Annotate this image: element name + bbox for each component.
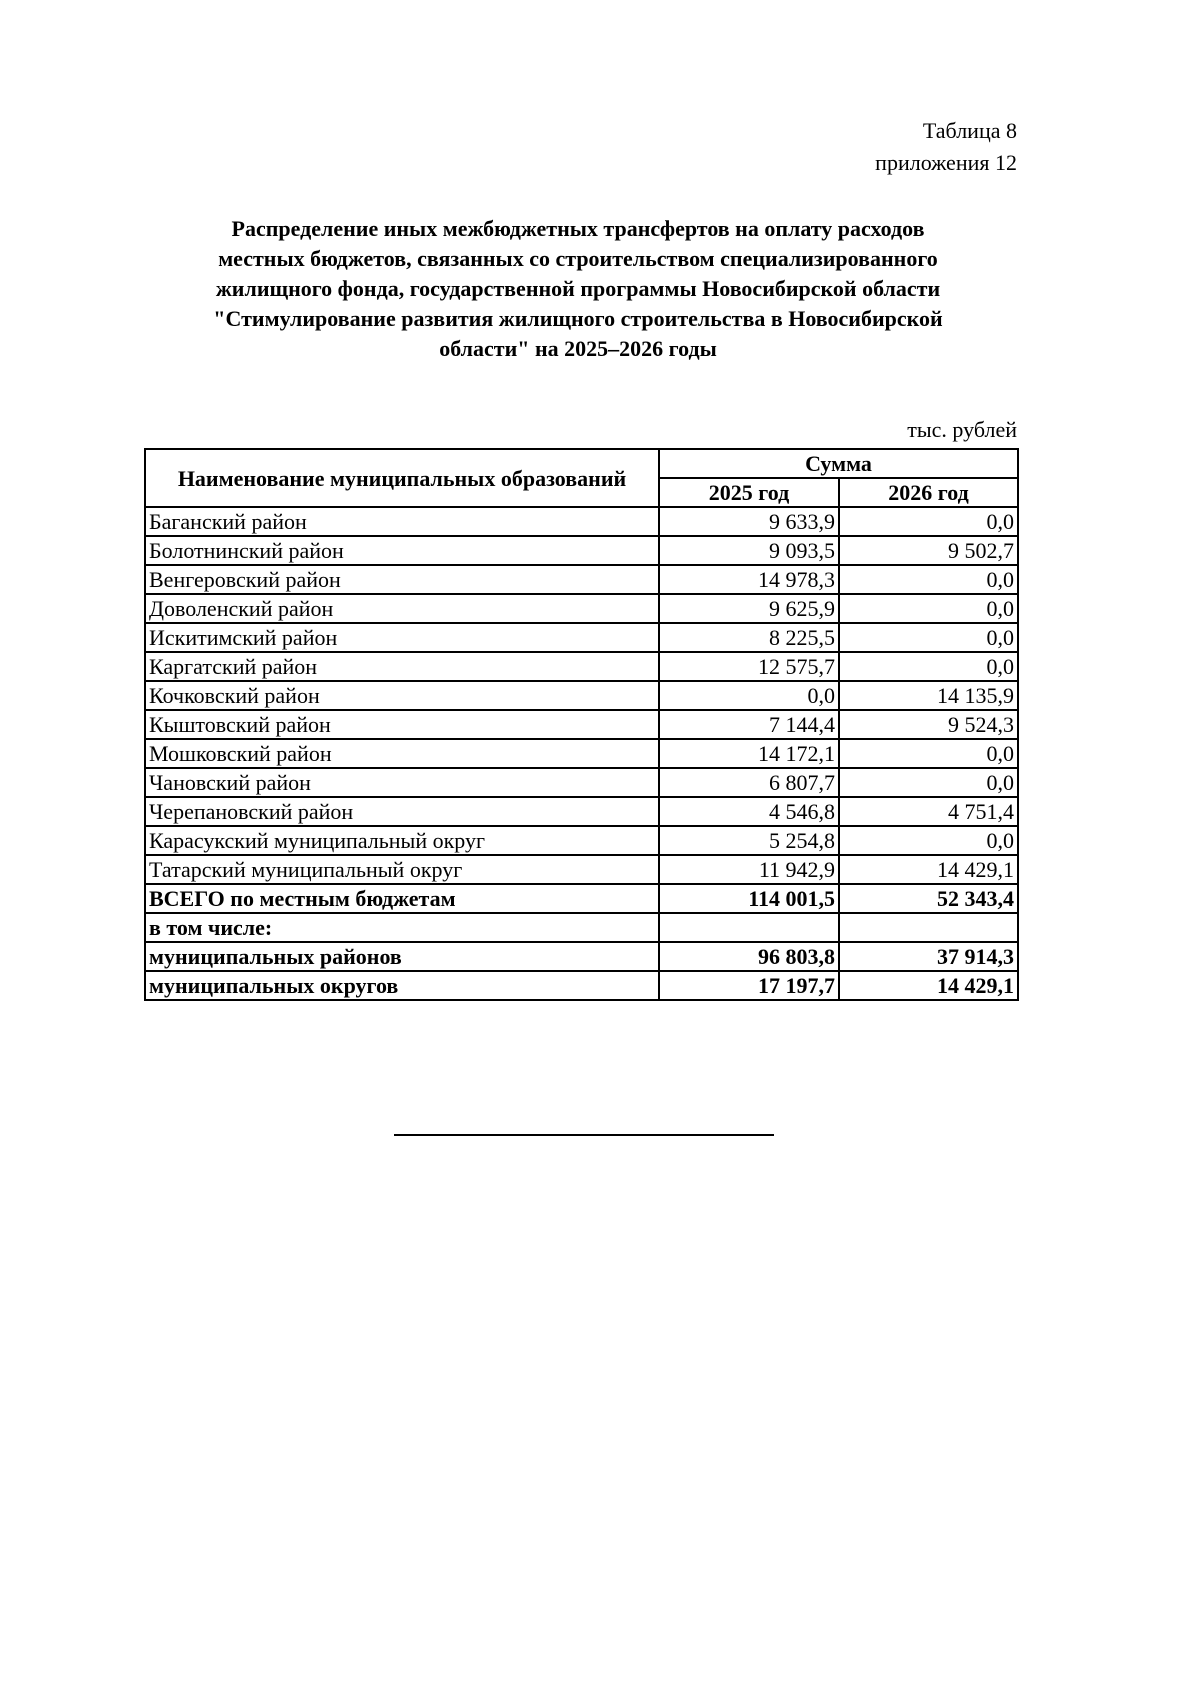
okrugs-subtotal-row: [145, 971, 1018, 1000]
row-name: Черепановский район: [145, 797, 659, 826]
transfers-table: [144, 448, 1019, 1001]
row-value-2025: 0,0: [659, 681, 839, 710]
row-value-2026: 0,0: [839, 768, 1018, 797]
title-line: местных бюджетов, связанных со строительством специализированного: [218, 246, 938, 271]
appendix-label: приложения 12: [875, 150, 1017, 175]
including-row: [145, 913, 1018, 942]
header-sum: Сумма: [659, 449, 1018, 478]
row-name: Татарский муниципальный округ: [145, 855, 659, 884]
total-value-2026: 52 343,4: [839, 884, 1018, 913]
row-value-2026: 4 751,4: [839, 797, 1018, 826]
row-value-2025: 12 575,7: [659, 652, 839, 681]
document-title: [160, 214, 996, 364]
row-name: Каргатский район: [145, 652, 659, 681]
total-row: [145, 884, 1018, 913]
table-row: [145, 623, 1018, 652]
table-row: [145, 681, 1018, 710]
table-row: [145, 739, 1018, 768]
header-year-2025: 2025 год: [659, 478, 839, 507]
row-value-2026: 0,0: [839, 652, 1018, 681]
table-row: [145, 594, 1018, 623]
districts-subtotal-2026: 37 914,3: [839, 942, 1018, 971]
districts-subtotal-row: [145, 942, 1018, 971]
title-line: Распределение иных межбюджетных трансфертов на оплату расходов: [231, 216, 925, 241]
row-value-2025: 14 172,1: [659, 739, 839, 768]
row-value-2025: 8 225,5: [659, 623, 839, 652]
row-value-2025: 14 978,3: [659, 565, 839, 594]
row-name: Чановский район: [145, 768, 659, 797]
row-value-2026: 9 524,3: [839, 710, 1018, 739]
row-value-2025: 9 633,9: [659, 507, 839, 536]
title-line: жилищного фонда, государственной программы Новосибирской области: [215, 276, 941, 301]
row-value-2025: 9 625,9: [659, 594, 839, 623]
row-name: Искитимский район: [145, 623, 659, 652]
row-name: Венгеровский район: [145, 565, 659, 594]
header-year-2026: 2026 год: [839, 478, 1018, 507]
row-value-2026: 0,0: [839, 565, 1018, 594]
table-row: [145, 565, 1018, 594]
row-value-2026: 14 135,9: [839, 681, 1018, 710]
row-value-2026: 0,0: [839, 826, 1018, 855]
row-value-2026: 0,0: [839, 507, 1018, 536]
okrugs-subtotal-name: муниципальных округов: [145, 971, 659, 1000]
okrugs-subtotal-2026: 14 429,1: [839, 971, 1018, 1000]
table-row: [145, 507, 1018, 536]
row-value-2025: 5 254,8: [659, 826, 839, 855]
table-row: [145, 652, 1018, 681]
including-label: в том числе:: [145, 913, 659, 942]
districts-subtotal-2025: 96 803,8: [659, 942, 839, 971]
title-line: области" на 2025–2026 годы: [439, 336, 717, 361]
row-value-2025: 11 942,9: [659, 855, 839, 884]
including-value-2026: [839, 913, 1018, 942]
row-value-2026: 0,0: [839, 739, 1018, 768]
table-row: [145, 855, 1018, 884]
row-value-2025: 9 093,5: [659, 536, 839, 565]
row-value-2026: 0,0: [839, 623, 1018, 652]
row-name: Кыштовский район: [145, 710, 659, 739]
row-name: Карасукский муниципальный округ: [145, 826, 659, 855]
table-row: [145, 768, 1018, 797]
okrugs-subtotal-2025: 17 197,7: [659, 971, 839, 1000]
row-value-2026: 14 429,1: [839, 855, 1018, 884]
row-name: Болотнинский район: [145, 536, 659, 565]
row-name: Кочковский район: [145, 681, 659, 710]
row-name: Баганский район: [145, 507, 659, 536]
title-line: "Стимулирование развития жилищного строительства в Новосибирской: [213, 306, 943, 331]
row-value-2026: 9 502,7: [839, 536, 1018, 565]
table-row: [145, 826, 1018, 855]
table-row: [145, 710, 1018, 739]
table-row: [145, 536, 1018, 565]
units-label: тыс. рублей: [907, 417, 1017, 442]
row-name: Мошковский район: [145, 739, 659, 768]
row-value-2026: 0,0: [839, 594, 1018, 623]
including-value-2025: [659, 913, 839, 942]
row-value-2025: 4 546,8: [659, 797, 839, 826]
row-value-2025: 6 807,7: [659, 768, 839, 797]
row-value-2025: 7 144,4: [659, 710, 839, 739]
row-name: Доволенский район: [145, 594, 659, 623]
closing-divider-line: [394, 1134, 774, 1136]
total-value-2025: 114 001,5: [659, 884, 839, 913]
table-number-label: Таблица 8: [922, 118, 1017, 143]
districts-subtotal-name: муниципальных районов: [145, 942, 659, 971]
total-name: ВСЕГО по местным бюджетам: [145, 884, 659, 913]
table-row: [145, 797, 1018, 826]
header-name: Наименование муниципальных образований: [145, 449, 659, 507]
